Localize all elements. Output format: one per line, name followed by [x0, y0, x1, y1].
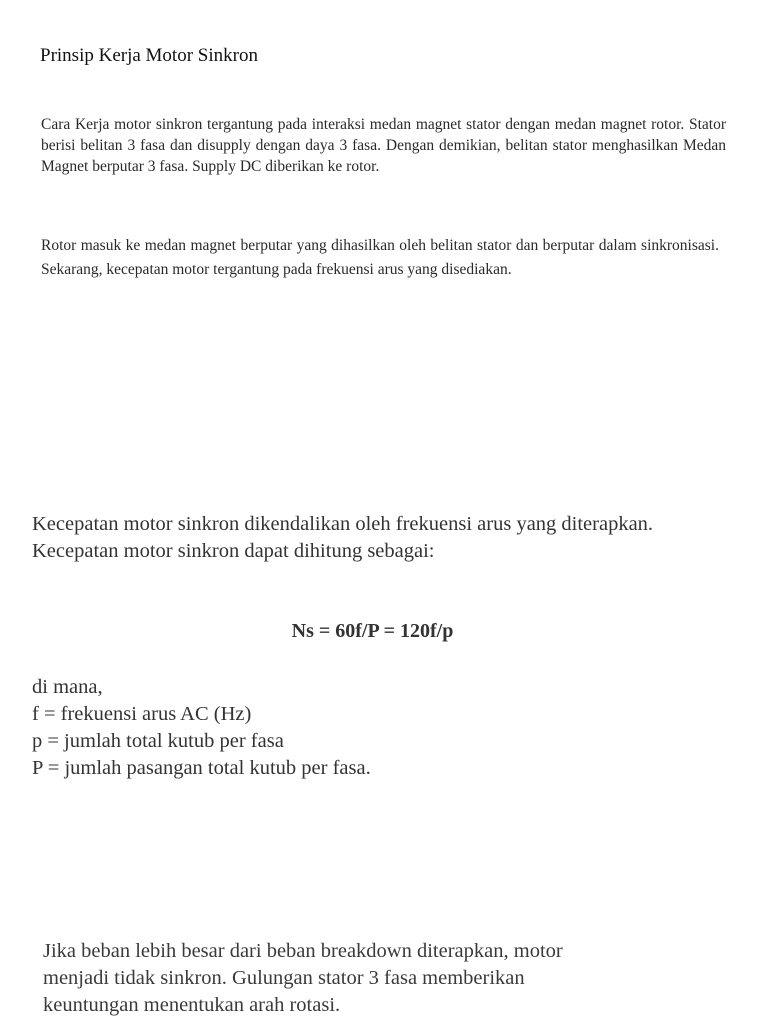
definition-p-lower: p = jumlah total kutub per fasa — [32, 730, 284, 752]
definition-p-upper: P = jumlah pasangan total kutub per fasa. — [32, 757, 371, 779]
kecepatan-line-2: Kecepatan motor sinkron dapat dihitung sebagai: — [32, 540, 435, 562]
paragraph-kecepatan — [32, 511, 752, 565]
beban-line-2: menjadi tidak sinkron. Gulungan stator 3 fasa memberikan — [43, 967, 525, 989]
paragraph-cara-kerja: Cara Kerja motor sinkron tergantung pada interaksi medan magnet stator dengan medan magnet rotor. Stator berisi belitan 3 fasa dan disupply dengan daya 3 fasa. Dengan demikian, belitan stator menghasilkan Medan Magnet berputar 3 fasa. Supply DC diberikan ke rotor. — [41, 116, 726, 175]
page-title: Prinsip Kerja Motor Sinkron — [40, 45, 258, 66]
definitions-intro: di mana, — [32, 676, 103, 698]
paragraph-rotor: Rotor masuk ke medan magnet berputar yang dihasilkan oleh belitan stator dan berputar dalam sinkronisasi. Sekarang, kecepatan motor tergantung pada frekuensi arus yang disediakan. — [41, 237, 719, 278]
speed-formula: Ns = 60f/P = 120f/p — [291, 620, 454, 642]
beban-line-3: keuntungan menentukan arah rotasi. — [43, 994, 341, 1016]
kecepatan-line-1: Kecepatan motor sinkron dikendalikan oleh frekuensi arus yang diterapkan. — [32, 513, 654, 535]
paragraph-beban — [43, 938, 643, 1019]
definition-f: f = frekuensi arus AC (Hz) — [32, 703, 252, 725]
formula-definitions — [32, 674, 732, 782]
beban-line-1: Jika beban lebih besar dari beban breakdown diterapkan, motor — [43, 940, 563, 962]
